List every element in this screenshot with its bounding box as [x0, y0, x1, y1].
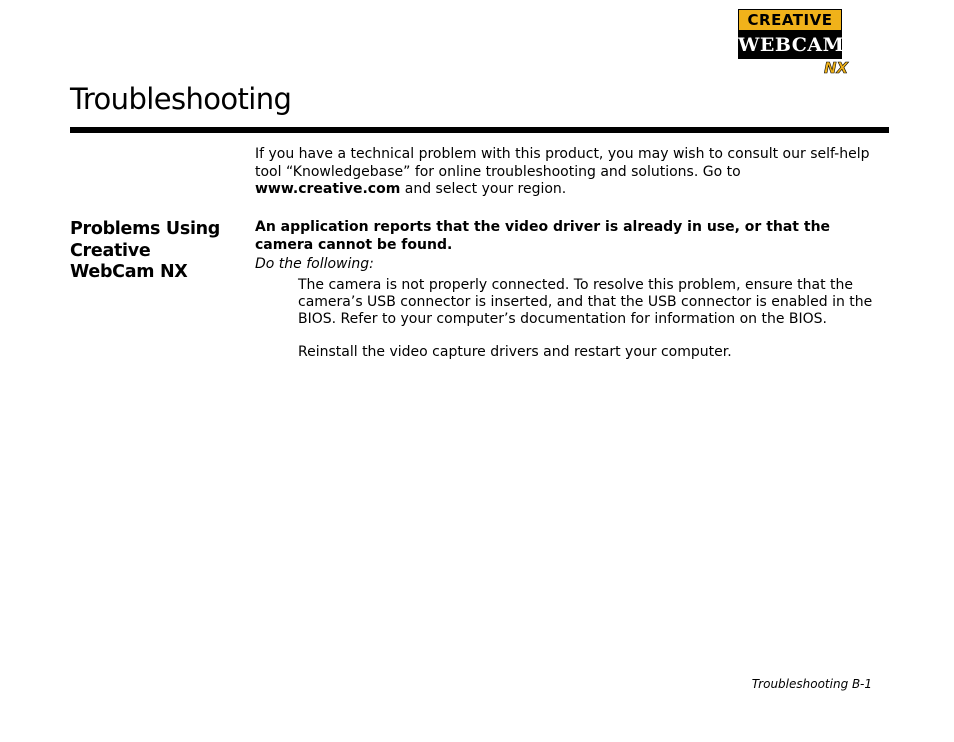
logo-product: WEBCAM: [738, 31, 842, 59]
title-divider: [70, 127, 889, 133]
intro-paragraph: [255, 146, 880, 199]
page-title: Troubleshooting: [70, 82, 292, 116]
creative-website-link[interactable]: www.creative.com: [255, 181, 401, 197]
logo-brand: CREATIVE: [738, 9, 842, 31]
section-heading: Problems Using Creative WebCam NX: [70, 219, 221, 282]
intro-text-end: and select your region.: [400, 181, 567, 197]
instruction-text: Do the following:: [255, 256, 374, 272]
creative-webcam-nx-logo: [738, 9, 860, 79]
solution-step: Reinstall the video capture drivers and restart your computer.: [298, 344, 732, 360]
intro-text: If you have a technical problem with this product, you may wish to consult our self-help tool “Knowledgebase” for online troubleshooting and solutions. Go to: [255, 146, 870, 180]
issue-title: An application reports that the video driver is already in use, or that the camera cannot be found.: [255, 219, 831, 253]
page-footer: Troubleshooting B-1: [751, 677, 872, 691]
solution-step: The camera is not properly connected. To resolve this problem, ensure that the camera’s USB connector is inserted, and that the USB connector is enabled in the BIOS. Refer to your computer’s documentation for information on the BIOS.: [298, 277, 873, 327]
logo-model: NX: [824, 59, 849, 77]
